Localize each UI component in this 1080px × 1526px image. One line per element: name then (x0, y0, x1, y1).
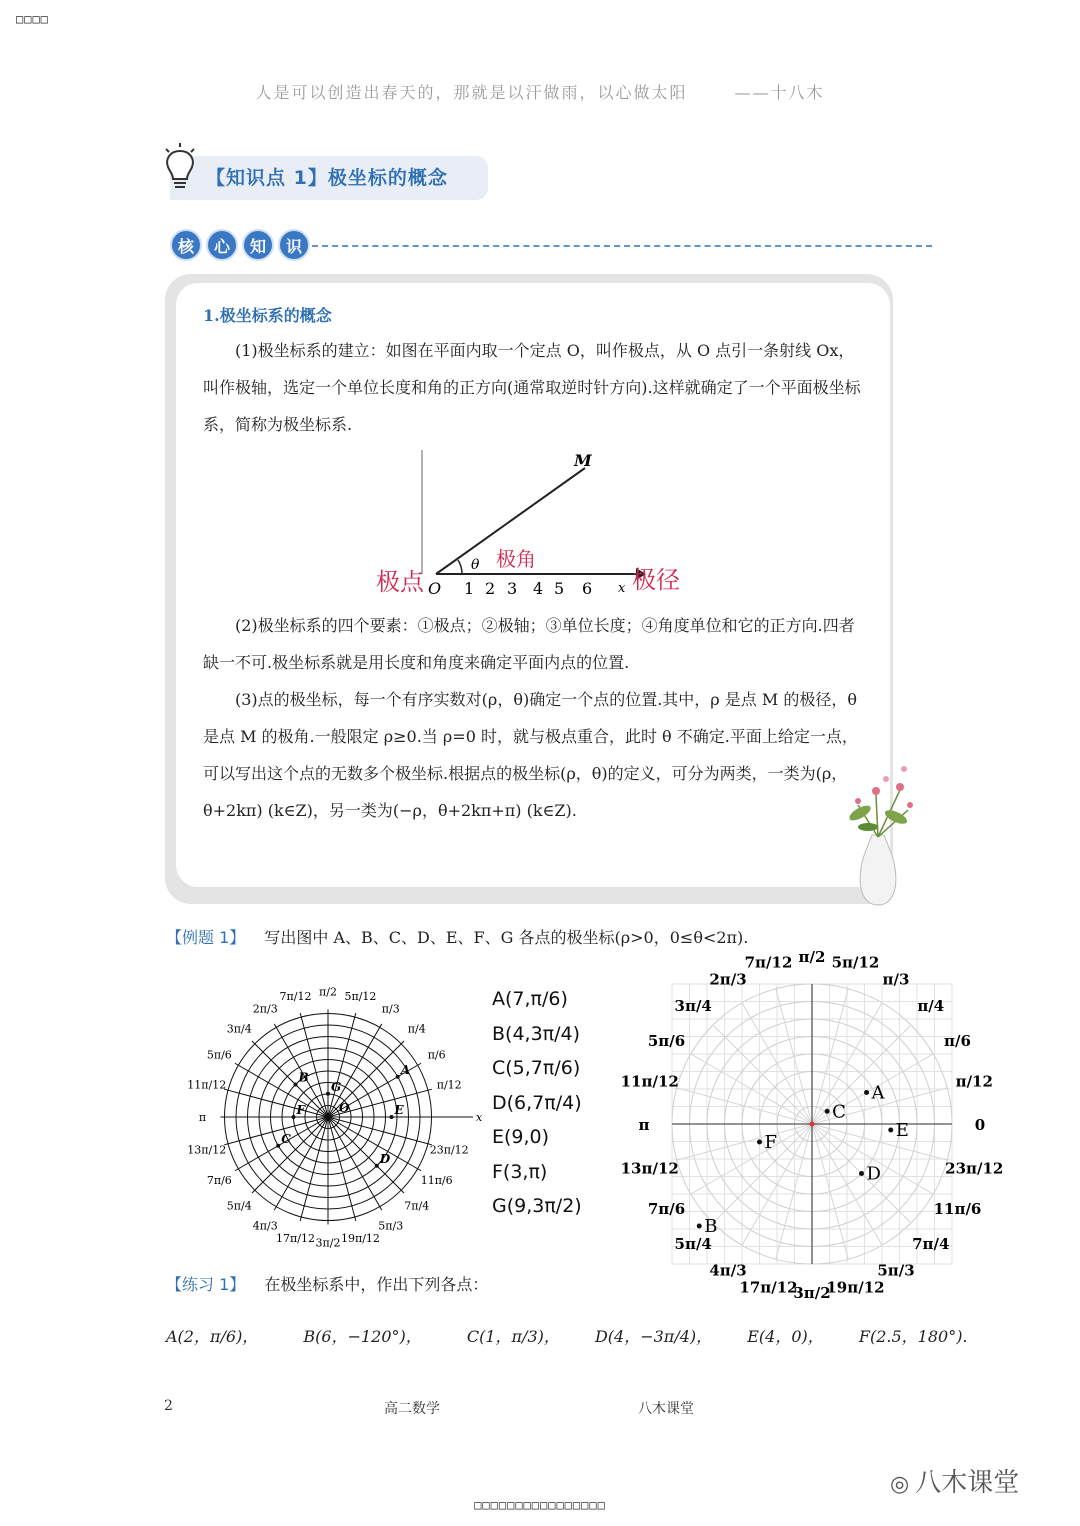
grid-ray (328, 1117, 382, 1210)
point-marker (864, 1090, 869, 1095)
axis-label: x (618, 581, 626, 596)
handwritten-angle-label: 3π/4 (674, 997, 712, 1016)
handwritten-angle-label: 11π/12 (620, 1072, 679, 1091)
watermark-text: 八木课堂 (915, 1468, 1020, 1498)
angle-label: π/3 (381, 1002, 400, 1016)
point-marker (326, 1092, 330, 1096)
tick-label: 3 (507, 579, 518, 598)
grid-ray (235, 1063, 328, 1117)
handwritten-angle-label: 5π/6 (647, 1032, 686, 1050)
right-polar-grid (612, 942, 1012, 1318)
core-badge: 知 (242, 229, 274, 261)
point-label: F (764, 1132, 777, 1153)
angle-label: 2π/3 (252, 1002, 278, 1016)
example-1-label: 【例题 1】 (166, 928, 246, 947)
axis-label: x (476, 1111, 483, 1124)
exercise-point: E(4，0)， (747, 1327, 824, 1346)
angle-label: 5π/12 (344, 989, 377, 1003)
angle-label: 3π/4 (226, 1022, 252, 1036)
point-label: O (339, 1101, 350, 1115)
grid-ray (776, 1124, 812, 1259)
handwritten-angle-label: 3π/2 (793, 1284, 831, 1302)
point-label: C (832, 1101, 846, 1123)
answer-a: A(7,π/6) (492, 988, 568, 1010)
angle-label: 7π/4 (404, 1199, 430, 1213)
grid-ray (328, 1024, 382, 1117)
section-heading: 1.极坐标系的概念 (203, 306, 332, 325)
angle-label: 5π/4 (226, 1199, 252, 1213)
wechat-icon: ◎ (890, 1472, 910, 1497)
grid-ray (328, 1117, 421, 1171)
paragraph-3 (203, 681, 863, 829)
angle-label: 23π/12 (429, 1143, 469, 1157)
grid-ray (713, 1025, 812, 1124)
angle-label: 3π/2 (315, 1236, 341, 1250)
handwritten-angle-label: 5π/3 (877, 1261, 915, 1280)
angle-label: 7π/6 (206, 1173, 232, 1187)
point-marker (859, 1171, 864, 1176)
answer-c: C(5,7π/6) (492, 1057, 581, 1079)
angle-label: π/4 (407, 1022, 426, 1036)
handwritten-angle-label: 0 (974, 1116, 986, 1134)
angle-label: π/2 (319, 985, 337, 999)
grid-ray (812, 1124, 848, 1259)
exercise-point: C(1，π/3)， (466, 1327, 560, 1346)
vase-decoration (838, 755, 922, 915)
point-marker (293, 1082, 297, 1086)
theta-label: θ (471, 557, 480, 573)
core-badge: 心 (206, 229, 238, 261)
core-badge: 识 (278, 229, 310, 261)
handwritten-angle-label: 5π/4 (674, 1234, 712, 1253)
angle-label: 7π/12 (279, 989, 312, 1003)
angle-label: 17π/12 (276, 1232, 315, 1246)
tick-label: 2 (485, 579, 496, 598)
exercise-point: F(2.5，180°). (858, 1327, 968, 1346)
handwritten-angle-label: π/12 (955, 1072, 993, 1091)
handwritten-angle-label: π/2 (798, 948, 826, 966)
example-1-text: 写出图中 A、B、C、D、E、F、G 各点的极坐标(ρ>0，0≤θ<2π). (264, 928, 749, 947)
point-marker (375, 1164, 379, 1168)
handwritten-angle-label: 4π/3 (709, 1261, 747, 1280)
handwritten-angle: 极角 (496, 547, 536, 571)
handwritten-angle-label: 7π/12 (744, 953, 793, 972)
paragraph-3-text: (3)点的极坐标，每一个有序实数对(ρ，θ)确定一个点的位置.其中，ρ 是点 M 的极径，θ 是点 M 的极角.一般限定 ρ≥0.当 ρ=0 时，就与极点重合，此时 θ 不确定.平面上给定一点，可以写出这个点的无数多个极坐标.根据点的极坐标(ρ，θ)的定义，可分为两类，一类为(ρ，θ+2kπ) (k∈Z)，另一类为(−ρ，θ+2kπ+π) (k∈Z). (203, 690, 858, 820)
origin-marker (810, 1122, 815, 1127)
tick-label: 6 (582, 579, 593, 598)
paragraph-2 (203, 607, 863, 681)
grid-ray (776, 989, 812, 1124)
core-badge: 核 (170, 229, 202, 261)
handwritten-angle-label: 17π/12 (739, 1278, 798, 1297)
point-label: A (400, 1062, 411, 1077)
point-marker (276, 1144, 280, 1148)
point-label: E (895, 1120, 909, 1141)
exercise-point: B(6，−120°)， (303, 1327, 422, 1346)
angle-label: 19π/12 (341, 1232, 380, 1246)
answer-f: F(3,π) (492, 1160, 548, 1183)
motto-text: 人是可以创造出春天的，那就是以汗做雨，以心做太阳 (255, 83, 688, 102)
angle-label: 11π/6 (420, 1173, 453, 1187)
exercise-1-points (166, 1324, 968, 1347)
exercise-1-text: 在极坐标系中，作出下列各点： (264, 1275, 489, 1294)
point-marker (888, 1128, 893, 1133)
point-marker (825, 1109, 830, 1114)
point-marker (396, 1075, 400, 1079)
point-m-label: M (574, 451, 592, 470)
motto-author: ——十八木 (734, 83, 825, 102)
angle-label: 4π/3 (252, 1219, 278, 1233)
grid-ray (713, 1124, 812, 1223)
knowledge-point-title: 【知识点 1】极坐标的概念 (206, 167, 448, 189)
exercise-1-heading (166, 1272, 488, 1295)
answer-g: G(9,3π/2) (492, 1195, 582, 1217)
point-label: B (704, 1216, 718, 1237)
handwritten-angle-label: π/6 (944, 1032, 971, 1050)
handwritten-angle-label: 19π/12 (826, 1278, 885, 1297)
answer-d: D(6,7π/4) (492, 1091, 582, 1114)
handwritten-angle-label: 11π/6 (933, 1200, 982, 1218)
footer-brand: 八木课堂 (638, 1401, 694, 1417)
point-marker (390, 1115, 394, 1119)
bottom-caption: □□□□□□□□□□□□□□□□ (474, 1498, 606, 1512)
angle-label: 5π/6 (206, 1048, 232, 1062)
point-marker (757, 1140, 762, 1145)
tick-label: 4 (533, 579, 544, 598)
grid-ray (677, 1124, 812, 1160)
point-label: B (298, 1070, 309, 1085)
paragraph-1 (203, 332, 863, 443)
handwritten-angle-label: 2π/3 (709, 970, 747, 989)
tick-label: 5 (554, 579, 565, 598)
lightbulb-icon (160, 143, 200, 193)
core-knowledge-badges (170, 229, 310, 261)
handwritten-angle-label: 7π/4 (912, 1234, 950, 1253)
watermark (890, 1462, 1019, 1499)
page-number: 2 (164, 1398, 173, 1414)
left-polar-grid (172, 962, 492, 1272)
top-marker: □□□□ (16, 12, 49, 26)
point-label: D (379, 1151, 391, 1166)
grid-ray (812, 1124, 947, 1160)
point-label: F (296, 1103, 306, 1117)
point-label: E (394, 1103, 404, 1117)
grid-ray (677, 1088, 812, 1124)
grid-ray (252, 1117, 328, 1193)
motto (0, 80, 1080, 103)
origin-label: O (428, 579, 442, 598)
handwritten-angle-label: 13π/12 (620, 1159, 679, 1178)
paragraph-1-text: (1)极坐标系的建立：如图在平面内取一个定点 O，叫作极点，从 O 点引一条射线 Ox，叫作极轴，选定一个单位长度和角的正方向(通常取逆时针方向).这样就确定了一个平面极坐标系，简称为极坐标系. (203, 341, 861, 434)
paragraph-2-text: (2)极坐标系的四个要素：①极点；②极轴；③单位长度；④角度单位和它的正方向.四者缺一不可.极坐标系就是用长度和角度来确定平面内点的位置. (203, 616, 855, 672)
angle-label: 13π/12 (187, 1143, 227, 1157)
angle-label: π (198, 1111, 207, 1124)
point-label: D (866, 1163, 881, 1185)
answer-e: E(9,0) (492, 1126, 550, 1148)
exercise-point: A(2，π/6)， (166, 1327, 259, 1346)
answer-b: B(4,3π/4) (492, 1022, 581, 1045)
handwritten-angle-label: 5π/12 (831, 953, 880, 972)
footer-subject: 高二数学 (384, 1401, 440, 1417)
angle-label: π/12 (436, 1078, 462, 1092)
exercise-point: D(4，−3π/4)， (594, 1327, 713, 1346)
point-label: C (281, 1131, 291, 1146)
handwritten-radius: 极径 (632, 566, 680, 594)
dashed-divider (312, 245, 932, 247)
polar-system-figure (370, 446, 700, 606)
grid-ray (328, 1117, 404, 1193)
handwritten-pole: 极点 (376, 568, 424, 596)
tick-label: 1 (464, 579, 475, 598)
point-label: A (871, 1082, 885, 1104)
angle-label: 11π/12 (187, 1078, 227, 1092)
angle-arc (458, 560, 462, 574)
handwritten-angle-label: π (638, 1116, 650, 1134)
handwritten-angle-label: π/4 (917, 997, 945, 1016)
point-marker (697, 1224, 702, 1229)
handwritten-answers (492, 982, 582, 1224)
handwritten-angle-label: 7π/6 (647, 1200, 686, 1218)
point-marker (292, 1115, 296, 1119)
exercise-1-label: 【练习 1】 (166, 1275, 246, 1294)
angle-label: π/6 (427, 1048, 446, 1062)
grid-ray (252, 1041, 328, 1117)
handwritten-angle-label: 23π/12 (945, 1159, 1004, 1178)
handwritten-angle-label: π/3 (882, 970, 910, 989)
point-label: G (331, 1079, 342, 1094)
angle-label: 5π/3 (378, 1219, 404, 1233)
